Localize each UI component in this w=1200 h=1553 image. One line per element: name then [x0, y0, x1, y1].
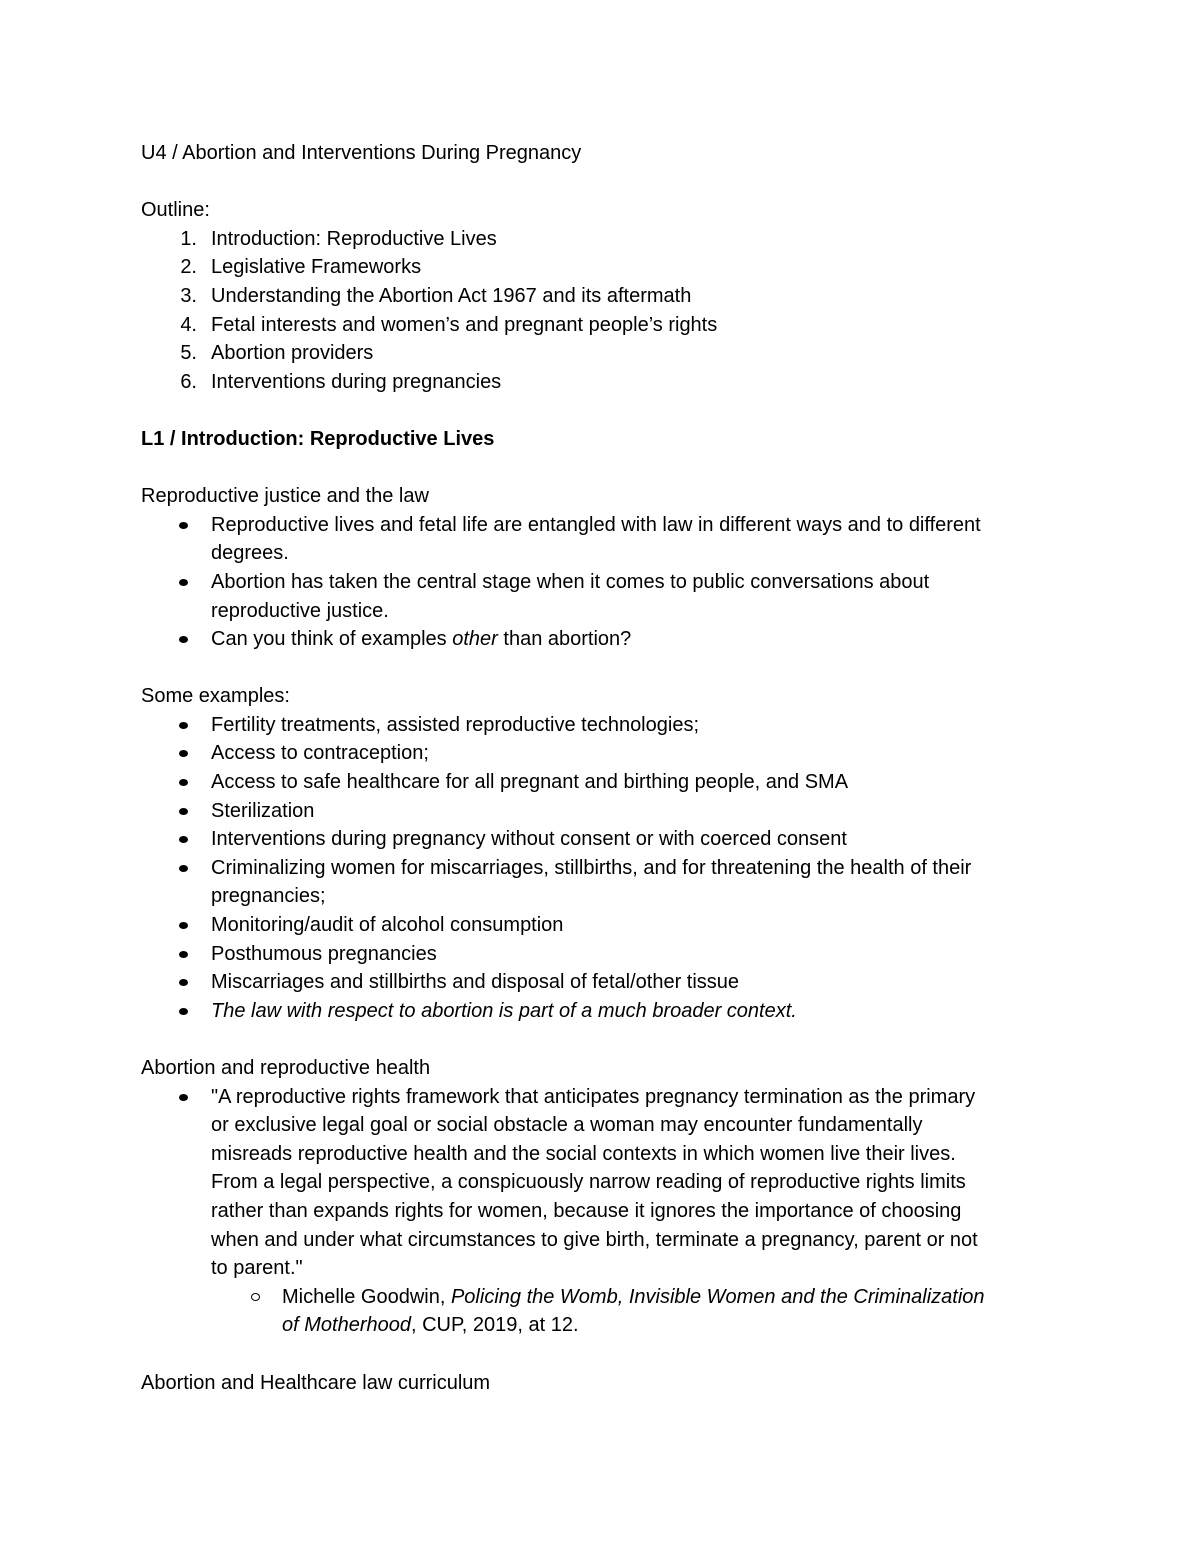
outline-item: 6. Interventions during pregnancies	[180, 370, 502, 393]
list-item: Access to safe healthcare for all pregnant and birthing people, and SMA	[141, 768, 1061, 797]
bullet-icon	[179, 1094, 188, 1101]
list-item: Criminalizing women for miscarriages, stillbirths, and for threatening the health of their pregnancies;	[141, 854, 1061, 911]
outline-item: 2. Legislative Frameworks	[180, 256, 422, 279]
bullet-icon	[179, 579, 188, 586]
outline-item: 5. Abortion providers	[180, 342, 374, 365]
bullet-icon	[179, 722, 188, 729]
list-item: Access to contraception;	[141, 739, 1061, 768]
outline-list	[141, 225, 1061, 397]
outline-item: 4. Fetal interests and women’s and pregnant people’s rights	[180, 313, 718, 336]
list-item: The law with respect to abortion is part of a much broader context.	[141, 997, 1061, 1026]
document-page	[141, 139, 1061, 1397]
outline-label: Outline:	[141, 199, 210, 222]
bullet-icon	[179, 979, 188, 986]
subheading-some-examples: Some examples:	[141, 685, 290, 708]
subheading-healthcare-curriculum: Abortion and Healthcare law curriculum	[141, 1371, 491, 1394]
citation-item: Michelle Goodwin, Policing the Womb, Invisible Women and the Criminalization of Motherhood, CUP, 2019, at 12.	[141, 1283, 1061, 1340]
outline-item: 1. Introduction: Reproductive Lives	[180, 227, 497, 250]
bullet-icon	[179, 636, 188, 643]
bullet-icon	[179, 836, 188, 843]
list-item: Monitoring/audit of alcohol consumption	[141, 911, 1061, 940]
subheading-reproductive-justice: Reproductive justice and the law	[141, 485, 429, 508]
section-heading-l1: L1 / Introduction: Reproductive Lives	[141, 427, 495, 450]
document-title: U4 / Abortion and Interventions During Pregnancy	[141, 142, 582, 164]
list-item: Fertility treatments, assisted reproductive technologies;	[141, 711, 1061, 740]
list-item: Can you think of examples other than abortion?	[141, 625, 1061, 654]
list-item: Abortion has taken the central stage when it comes to public conversations about reproductive justice.	[141, 568, 1061, 625]
list-item: Interventions during pregnancy without consent or with coerced consent	[141, 825, 1061, 854]
bullet-icon	[179, 750, 188, 757]
bullet-icon	[179, 808, 188, 815]
examples-list	[141, 711, 1061, 1026]
list-item: Posthumous pregnancies	[141, 940, 1061, 969]
bullet-icon	[179, 522, 188, 529]
bullet-icon	[179, 1008, 188, 1015]
bullet-icon	[179, 779, 188, 786]
quote-item: "A reproductive rights framework that anticipates pregnancy termination as the primary or exclusive legal goal or social obstacle a woman may encounter fundamentally misreads reproductive health and the social contexts in which women live their lives. From a legal perspective, a conspicuously narrow reading of reproductive rights limits rather than expands rights for women, because it ignores the importance of choosing when and under what circumstances to give birth, terminate a pregnancy, parent or not to parent."	[141, 1083, 1061, 1283]
list-item: Miscarriages and stillbirths and disposal of fetal/other tissue	[141, 968, 1061, 997]
bullet-icon	[179, 922, 188, 929]
bullet-icon	[179, 951, 188, 958]
bullet-icon	[179, 865, 188, 872]
list-item: Sterilization	[141, 797, 1061, 826]
outline-item: 3. Understanding the Abortion Act 1967 and its aftermath	[180, 284, 692, 307]
hollow-bullet-icon	[251, 1293, 260, 1301]
reproductive-justice-list	[141, 511, 1061, 654]
reproductive-health-list	[141, 1083, 1061, 1283]
subheading-abortion-reproductive-health: Abortion and reproductive health	[141, 1057, 431, 1079]
list-item: Reproductive lives and fetal life are entangled with law in different ways and to different degrees.	[141, 511, 1061, 568]
